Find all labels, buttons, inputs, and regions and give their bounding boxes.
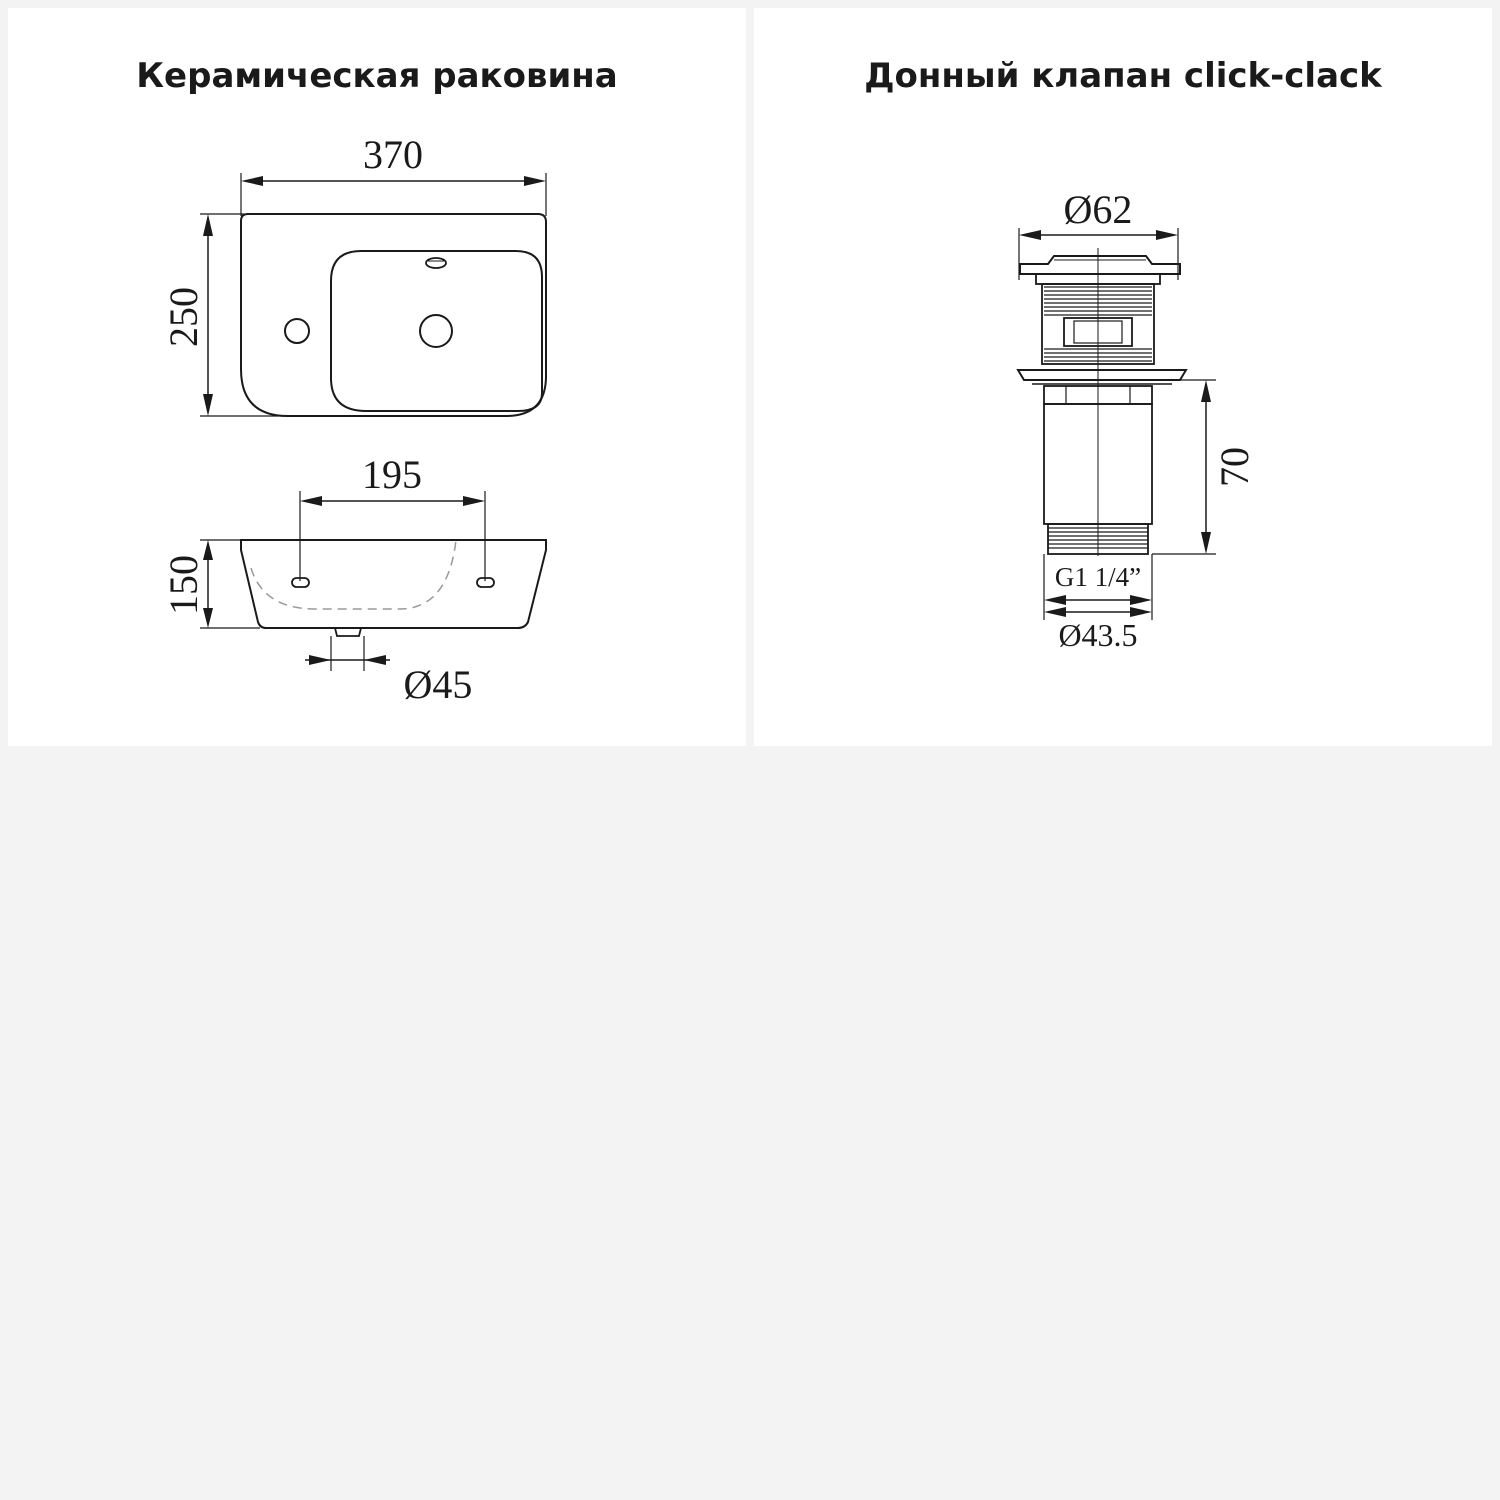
sink-front-outline (241, 540, 546, 628)
valve-drawing (754, 8, 1492, 746)
sink-drawing (8, 8, 746, 746)
thread-diameter-dimension-line (1044, 595, 1152, 617)
valve-panel (754, 8, 1492, 746)
drain-diameter-dimension-line (305, 655, 390, 665)
hole-spacing-dimension-line (300, 496, 485, 506)
valve-body (1018, 187, 1257, 653)
width-label: 370 (363, 132, 423, 177)
length-label: 70 (1212, 447, 1257, 487)
hole-spacing-label: 195 (362, 452, 422, 497)
valve-flange (1018, 370, 1186, 380)
thread-diameter-label: Ø43.5 (1058, 617, 1138, 653)
valve-cap (1020, 256, 1180, 274)
sink-hidden-basin (251, 540, 456, 609)
thread-label: G1 1/4” (1054, 562, 1142, 592)
faucet-hole (285, 319, 309, 343)
height-label: 150 (161, 555, 206, 615)
drain-outlet (335, 628, 361, 636)
width-dimension-line (241, 176, 546, 186)
drain-diameter-label: Ø45 (403, 662, 473, 707)
sink-title: Керамическая раковина (136, 56, 618, 96)
sink-top-view (161, 132, 546, 416)
sink-panel (8, 8, 746, 746)
valve-title: Донный клапан click-clack (864, 56, 1382, 96)
sink-outline (241, 214, 546, 416)
sink-front-view (161, 452, 546, 707)
sink-basin (331, 251, 542, 411)
overflow-slot (426, 258, 446, 268)
depth-label: 250 (161, 287, 206, 347)
drain-hole (420, 315, 452, 347)
cap-diameter-label: Ø62 (1063, 187, 1133, 232)
length-dimension-line (1201, 380, 1211, 554)
